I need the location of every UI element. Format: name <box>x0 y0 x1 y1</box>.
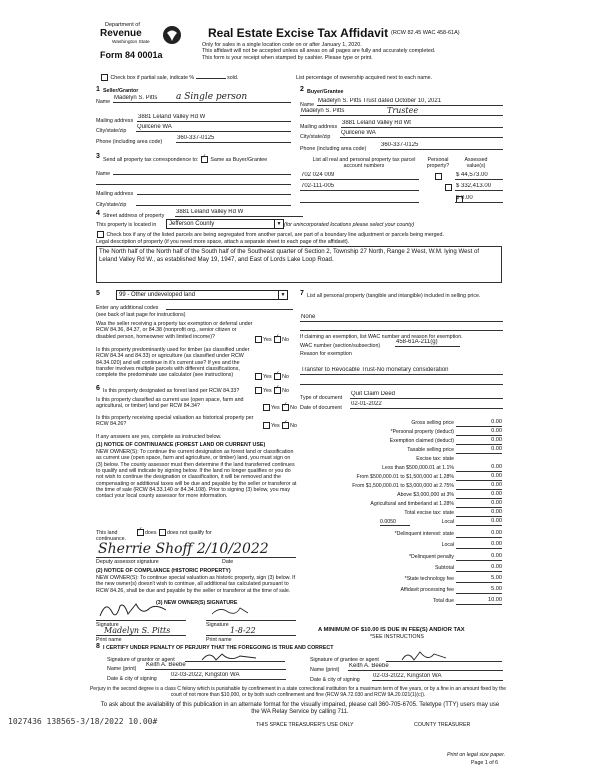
q-current-use: Is this property classified as current use (open space, farm and agricultural, or timber) land per RCW 84.34? <box>96 397 244 410</box>
does-qualify-checkbox[interactable] <box>137 529 144 536</box>
fee-row-value[interactable]: 0.00 <box>456 530 502 538</box>
no-label: No <box>282 387 289 394</box>
segregated-checkbox[interactable] <box>97 231 104 238</box>
seller-name-value: Madelyn S. Pitts <box>114 95 158 101</box>
reason-field-2[interactable] <box>300 377 503 385</box>
corr-address-label: Mailing address <box>96 191 134 197</box>
grantor-sig-label: Signature of grantor or agent <box>107 657 175 663</box>
perjury-note: Perjury in the second degree is a class C felony which is punishable by confinement in a state correctional institution for a maximum term of five years, or by a fine in an amount fixed by the court of not more than $10,000, or by both such confinement and fine (RCW 9A.72.030 and RCW 9A.20.021(1)(c)). <box>89 686 507 698</box>
street-address-field[interactable]: 3881 Leland Valley Rd W <box>175 209 303 217</box>
same-as-buyer-label: Same as Buyer/Grantee <box>210 156 268 163</box>
tax-row <box>300 419 502 428</box>
corr-name2-field[interactable] <box>96 177 291 185</box>
seller-address-label: Mailing address <box>96 118 134 124</box>
owner-print-handwritten: Madelyn S. Pitts <box>104 626 171 635</box>
form-statute: (RCW 82.45 WAC 458-61A) <box>391 30 460 36</box>
fee-row <box>300 597 502 606</box>
partial-sale-checkbox[interactable] <box>101 74 108 81</box>
tax-row <box>300 464 502 473</box>
buyer-phone-label: Phone (including area code) <box>300 146 367 152</box>
legal-description-field[interactable] <box>96 246 502 283</box>
personal-1-checkbox[interactable] <box>435 173 442 180</box>
buyer-address-label: Mailing address <box>300 124 338 130</box>
page-number: Page 1 of 6 <box>471 760 499 766</box>
codes-label: Enter any additional codes <box>96 305 159 311</box>
grantor-date-field[interactable]: 02-03-2022, Kingston WA <box>170 672 286 680</box>
yes-label: Yes <box>271 404 280 411</box>
note-1: Only for sales in a single location code on or after January 1, 2020. <box>202 42 362 48</box>
deputy-date-label: Date <box>222 559 234 565</box>
form-number: Form 84 0001a <box>100 50 163 60</box>
no-label: No <box>290 422 297 429</box>
continuance-label: continuance. <box>96 536 127 542</box>
county-select[interactable] <box>166 219 284 229</box>
tax-row-label: Taxable selling price <box>407 447 454 453</box>
dor-logo <box>100 20 190 70</box>
legal-paper-note: Print on legal size paper. <box>447 752 506 758</box>
does-not-qualify-checkbox[interactable] <box>159 529 166 536</box>
yes-label: Yes <box>263 387 272 394</box>
fee-row <box>300 541 502 550</box>
wac-field[interactable]: 458-61A-211(g) <box>395 339 460 347</box>
local-value[interactable]: 0.00 <box>456 518 502 526</box>
assessed-3[interactable]: $ 0.00 <box>455 195 503 203</box>
fee-row-value[interactable]: 5.00 <box>456 575 502 583</box>
parcels-heading: List all real and personal property tax parcel account numbers <box>312 157 416 170</box>
minimum-note: A MINIMUM OF $10.00 IS DUE IN FEE(S) AND/OR TAX <box>318 627 465 633</box>
tax-row-label: Agricultural and timberland at 1.28% <box>370 501 454 507</box>
personal-heading: Personal property? <box>426 157 450 170</box>
corr-name-field[interactable] <box>113 167 291 175</box>
grantor-date-label: Date & city of signing <box>107 676 157 682</box>
parcel-3[interactable] <box>300 195 419 203</box>
certify-heading: I CERTIFY UNDER PENALTY OF PERJURY THAT THE FOREGOING IS TRUE AND CORRECT <box>103 645 334 651</box>
buyer-name-field[interactable]: Madelyn S. Pitts Trust dated October 10, 2021 <box>317 98 503 106</box>
personal-property-label: List all personal property (tangible and intangible) included in selling price. <box>307 293 481 299</box>
q-exemption-no[interactable] <box>274 336 281 343</box>
buyer-trustee-handwritten: Trustee <box>387 106 419 115</box>
tax-row-label: Exemption claimed (deduct) <box>389 438 454 444</box>
tax-row-label: Total excise tax: state <box>404 510 454 516</box>
seller-city-label: City/state/zip <box>96 128 127 134</box>
grantee-signature <box>400 648 450 664</box>
fee-row-label: *State technology fee <box>404 576 454 582</box>
partial-sold-label: sold. <box>227 74 239 81</box>
doc-type-field[interactable]: Quit Claim Deed <box>350 391 503 399</box>
q-forest-yes[interactable] <box>255 387 262 394</box>
tax-row <box>300 455 502 464</box>
no-label: No <box>282 336 289 343</box>
tax-row-label: Excise tax: state <box>416 456 454 462</box>
tax-row <box>300 482 502 491</box>
buyer-city-field[interactable]: Quilcene WA <box>340 130 503 138</box>
fee-row-label: *Delinquent penalty <box>409 554 454 560</box>
q-exemption-yes[interactable] <box>255 336 262 343</box>
fee-row-label: *Delinquent interest: state <box>394 531 454 537</box>
tax-row-label: *Personal property (deduct) <box>390 429 454 435</box>
q-timber-no[interactable] <box>274 373 281 380</box>
notice1-text: NEW OWNER(S): To continue the current designation as forest land or classification as current use (open space, farm and agriculture, or timber) land, you must sign on (3) below. The county assessor must then determine if the land transferred continues to qualify and will indicate by signing below. If the land no longer qualifies or you do not wish to continue the designation or classification, it will be removed and the compensating or additional taxes will be due and payable by the seller or transferor at the time of sale (RCW 84.33.140 or 84.34.108). Prior to signing (3) below, you may contact your local county assessor for more information. <box>96 449 297 500</box>
yes-label: Yes <box>271 422 280 429</box>
land-label: This land <box>96 529 118 536</box>
county-treasurer: COUNTY TREASURER <box>414 722 471 728</box>
fee-row-value[interactable]: 0.00 <box>456 553 502 561</box>
seller-name-label: Name <box>96 99 111 105</box>
yes-label: Yes <box>263 336 272 343</box>
parcel-1[interactable]: 702 024 009 <box>300 172 419 180</box>
q-exemption: Was the seller receiving a property tax exemption or deferral under RCW 84.36, 84.37, or 84.38 (nonprofit org., senior citizen or disabled person, homeowner with limited income)? <box>96 321 253 340</box>
tax-row-value[interactable]: 0.00 <box>456 482 502 490</box>
see-instructions: *SEE INSTRUCTIONS <box>370 634 424 640</box>
no-label: No <box>282 373 289 380</box>
unincorporated-note: (for unincorporated locations please select your county) <box>284 222 415 228</box>
tax-row <box>300 500 502 509</box>
yes-label: Yes <box>263 373 272 380</box>
tax-row-value[interactable]: 0.00 <box>456 473 502 481</box>
notice2-text: NEW OWNER(S): To continue special valuation as historic property, sign (3) below. If the new owner(s) doesn't wish to continue, all additional tax calculated pursuant to RCW 84.26, shall be due and payable by the seller or transferor at the time of sale. <box>96 575 296 594</box>
note-3: This form is your receipt when stamped by cashier. Please type or print. <box>202 54 373 61</box>
tax-row-value[interactable]: 0.00 <box>456 446 502 454</box>
tax-row <box>300 473 502 482</box>
grantee-name-field[interactable]: Keith A. Beebe <box>348 663 503 671</box>
tax-row <box>300 446 502 455</box>
tax-row-label: Less than $500,000.01 at 1.1% <box>382 465 454 471</box>
assessed-2[interactable]: $ 332,413.00 <box>455 183 503 191</box>
located-label: This property is located in <box>96 222 157 228</box>
same-as-buyer-checkbox[interactable] <box>201 156 208 163</box>
buyer-name-label: Name <box>300 102 315 108</box>
land-use-select[interactable] <box>116 290 288 300</box>
fee-row-label: Subtotal <box>434 565 454 571</box>
q-timber: Is this property predominantly used for timber (as classified under RCW 84.34 and 84.33) or agriculture (as classified under RCW 84.34.020) and will continue in it's current use? If yes and the transfer involves multiple parcels with different classifications, complete the predominate use calculator (see instructions) <box>96 347 250 378</box>
assessed-1[interactable]: $ 44,573.00 <box>455 172 503 180</box>
personal-2-checkbox[interactable] <box>445 184 452 191</box>
grantee-date-label: Date & city of signing <box>310 677 360 683</box>
signature-label-2: Signature <box>206 622 229 628</box>
second-owner-signature <box>210 604 250 618</box>
fee-row <box>300 553 502 562</box>
q-historic-no[interactable] <box>282 422 289 429</box>
fee-row-label: Total due <box>432 598 454 604</box>
ownership-note: List percentage of ownership acquired next to each name. <box>296 75 433 81</box>
legal-description-label: Legal description of property (if you need more space, attach a separate sheet to each page of the affidavit). <box>96 239 350 245</box>
corr-address-field[interactable] <box>137 187 291 195</box>
parcel-2[interactable]: 702-111-005 <box>300 183 419 191</box>
notice1-title: (1) NOTICE OF CONTINUANCE (FOREST LAND OR CURRENT USE) <box>96 442 266 448</box>
tax-row-total <box>300 509 502 518</box>
tax-row-value[interactable]: 0.00 <box>456 491 502 499</box>
tax-row-value[interactable]: 0.00 <box>456 437 502 445</box>
street-label: Street address of property <box>103 213 165 219</box>
buyer-city-label: City/state/zip <box>300 134 331 140</box>
tax-row <box>300 491 502 500</box>
note-2: This affidavit will not be accepted unless all areas on all pages are fully and accurately completed. <box>202 48 436 55</box>
seller-phone-label: Phone (including area code) <box>96 139 163 145</box>
personal-property-field-2[interactable] <box>300 323 503 331</box>
seller-heading: Seller/Grantor <box>103 88 139 94</box>
seller-address-field[interactable]: 3881 Leland Valley Rd W <box>137 114 291 122</box>
owner-date-handwritten: 1-8-22 <box>230 626 256 635</box>
fee-row-value[interactable]: 0.00 <box>456 564 502 572</box>
tax-row-value[interactable]: 0.00 <box>456 509 502 517</box>
chevron-down-icon[interactable]: ▼ <box>278 291 287 299</box>
buyer-phone-field[interactable]: 360-337-0125 <box>380 142 503 150</box>
doc-date-label: Date of document <box>300 405 342 411</box>
treasurer-stamp: 1027436 138565-3/18/2022 10.00# <box>8 717 158 726</box>
signature-label-1: Signature <box>96 622 119 628</box>
fee-row <box>300 530 502 539</box>
fee-row-value[interactable]: 0.00 <box>456 541 502 549</box>
dept-line1: Department of <box>105 22 140 28</box>
tax-row-value[interactable]: 0.00 <box>456 500 502 508</box>
county-value: Jefferson County <box>169 221 215 227</box>
personal-property-field[interactable]: None <box>300 314 503 322</box>
buyer-address-field[interactable]: 3881 Leland Valley Rd Wt <box>341 120 503 128</box>
q-forest: Is this property designated as forest land per RCW 84.33? <box>103 388 240 394</box>
fee-row-value[interactable]: 10.00 <box>456 597 502 605</box>
exemption-text: If claiming an exemption, list WAC number and reason for exemption. <box>300 334 463 340</box>
q-historic: Is this property receiving special valuation as historical property per RCW 84.26? <box>96 415 254 428</box>
no-label: No <box>290 404 297 411</box>
tax-row-label: Gross selling price <box>411 420 454 426</box>
q-timber-yes[interactable] <box>255 373 262 380</box>
q-forest-no[interactable] <box>274 387 281 394</box>
tax-row <box>300 437 502 446</box>
tax-row-label: From $1,500,000.01 to $3,000,000 at 2.75% <box>352 483 454 489</box>
grantee-sig-label: Signature of grantee or agent <box>310 657 379 663</box>
reason-field[interactable]: Transfer to Revocable Trust-No monetary consideration <box>300 367 503 375</box>
local-rate-value: 0.0050 <box>380 519 410 526</box>
legal-description-text: The North half of the North half of the South half of the Southeast quarter of Section 2, Township 27 North, Range 2 West, W.M. lying West of Leland Valley Rd W., as established May 19, 1947, and East of Lords Lake Loop Road. <box>99 248 480 263</box>
seller-name-handwritten: a Single person <box>176 92 248 102</box>
reason-label: Reason for exemption <box>300 351 352 357</box>
new-owner-signature <box>98 598 170 622</box>
grantee-date-field[interactable]: 02-03-2022, Kingston WA <box>372 673 503 681</box>
q-historic-yes[interactable] <box>263 422 270 429</box>
partial-label: Check box if partial sale, indicate % <box>110 74 195 81</box>
correspondence-label: Send all property tax correspondence to: <box>103 156 199 163</box>
fee-row-label: Local <box>441 542 454 548</box>
fee-row <box>300 564 502 573</box>
land-use-value: 99 - Other undeveloped land <box>119 292 196 298</box>
buyer-name2-value: Madelyn S. Pitts <box>301 108 345 114</box>
fee-row <box>300 575 502 584</box>
does-not-label: does not qualify for <box>166 529 212 536</box>
doc-date-field[interactable]: 02-01-2022 <box>350 401 503 409</box>
wac-label: WAC number (section/subsection) <box>300 343 381 349</box>
dept-line2: Revenue <box>100 28 142 39</box>
fee-row-value[interactable]: 5.00 <box>456 586 502 594</box>
washington-seal-icon <box>162 24 182 46</box>
tax-row-value[interactable]: 0.00 <box>456 419 502 427</box>
assessed-heading: Assessed value(s) <box>464 157 488 170</box>
deputy-label: Deputy assessor signature <box>96 559 159 565</box>
tax-row-label: From $500,000.01 to $1,500,000 at 1.28% <box>356 474 454 480</box>
segregated-label: Check box if any of the listed parcels are being segregated from another parcel, are part of a boundary line adjustment or parcels being merged. <box>106 231 444 238</box>
dept-line3: Washington State <box>112 40 150 45</box>
fee-row-label: Affidavit processing fee <box>400 587 454 593</box>
deputy-signature: Sherrie Shoff 2/10/2022 <box>98 541 269 557</box>
doc-type-label: Type of document <box>300 395 343 401</box>
chevron-down-icon[interactable]: ▼ <box>274 220 283 228</box>
buyer-heading: Buyer/Grantee <box>307 89 344 95</box>
tax-row-label: Above $3,000,000 at 3% <box>397 492 454 498</box>
alt-format-note: To ask about the availability of this publication in an alternate format for the visually impaired, please call 360-705-6705. Teletype (TTY) users may use the WA Relay Service by calling 711. <box>100 702 500 716</box>
corr-city-label: City/state/zip <box>96 202 127 208</box>
fee-row <box>300 586 502 595</box>
local-label: Local <box>441 519 454 525</box>
codes-field[interactable] <box>166 302 293 310</box>
tax-row-value[interactable]: 0.00 <box>456 428 502 436</box>
corr-city-field[interactable] <box>136 198 291 206</box>
codes-sub: (see back of last page for instructions) <box>96 312 186 318</box>
grantor-name-label: Name (print) <box>107 666 137 672</box>
seller-phone-field[interactable]: 360-337-0125 <box>176 135 291 143</box>
section6-intro: If any answers are yes, complete as instructed below. <box>96 434 222 440</box>
q-current-use-no[interactable] <box>282 404 289 411</box>
grantee-name-label: Name (print) <box>310 667 340 673</box>
print-name-label-1: Print name <box>96 637 122 643</box>
notice2-title: (2) NOTICE OF COMPLIANCE (HISTORIC PROPERTY) <box>96 568 231 574</box>
form-title: Real Estate Excise Tax Affidavit <box>208 26 389 40</box>
corr-name-label: Name <box>96 171 111 177</box>
q-current-use-yes[interactable] <box>263 404 270 411</box>
treasurer-only: THIS SPACE TREASURER'S USE ONLY <box>256 722 354 728</box>
does-label: does <box>144 529 157 536</box>
tax-row-value[interactable]: 0.00 <box>456 464 502 472</box>
grantor-name-field[interactable]: Keith A. Beebe <box>145 662 286 670</box>
tax-row <box>300 428 502 437</box>
sig3-label: (3) NEW OWNER(S) SIGNATURE <box>156 600 238 606</box>
seller-city-field[interactable]: Quilcene WA <box>136 124 291 132</box>
print-name-label-2: Print name <box>206 637 232 643</box>
